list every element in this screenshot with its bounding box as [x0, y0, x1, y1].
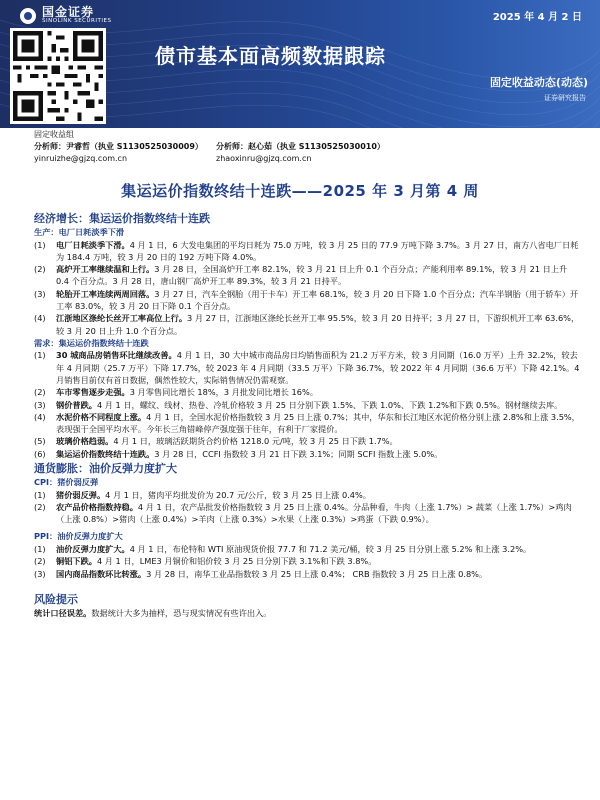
analyst-2-label: 分析师：赵心茹（执业 S1130525030010）: [216, 142, 385, 151]
list-item: [34, 501, 582, 526]
item-lead: 高炉开工率继续温和上行。: [56, 264, 155, 275]
list-item: [34, 435, 582, 447]
item-text: 3 月 27 日，汽车全钢胎（用于卡车）开工率 68.1%，较 3 月 20 日下降 1.0 个百分点；汽车半钢胎（用于轿车）开工率 83.0%，较 3 月 20 日下降 0.1 个百分点。: [56, 288, 579, 311]
report-body: [34, 211, 582, 619]
item-number: (1): [34, 543, 46, 554]
brand-name-cn: 国金证券: [42, 5, 95, 19]
item-lead: 农产品价格指数持稳。: [56, 501, 138, 512]
list-item: [34, 386, 582, 398]
item-number: (2): [34, 501, 46, 512]
report-series-title: 债市基本面高频数据跟踪: [155, 44, 386, 68]
item-number: (6): [34, 448, 46, 459]
item-text: 4 月 1 日，LME3 月铜价和铝价较 3 月 25 日分别下跌 3.1%和下跌 3.8%。: [96, 556, 377, 567]
item-lead: 江浙地区涤纶长丝开工率高位上行。: [56, 313, 188, 324]
list-item: [34, 312, 582, 337]
item-text: 4 月 1 日，农产品批发价格指数较 3 月 25 日上涨 0.4%。分品种看，牛肉（上涨 1.7%）> 蔬菜（上涨 1.7%）>鸡肉（上涨 0.8%）>猪肉（上涨 0.4%）>羊肉（上涨 0.3%）>水果（上涨 0.3%）>鸡蛋（下跌 0.9%）。: [56, 501, 572, 525]
risk-lead: 统计口径误差。: [34, 607, 92, 618]
list-item: [34, 239, 582, 264]
item-number: (4): [34, 313, 46, 324]
list-item: [34, 288, 582, 313]
report-date: 2025 年 4 月 2 日: [492, 12, 582, 23]
item-text: 3 月 28 日，全国高炉开工率 82.1%，较 3 月 21 日上升 0.1 个百分点；产能利用率 89.1%，较 3 月 21 日上升 0.4 个百分点。3 月 28 日，唐山钢厂高炉开工率 89.3%，较 3 月 21 日持平。: [56, 264, 568, 287]
item-lead: 车市零售逐步走强。: [56, 387, 130, 398]
section-heading-inflation: 通货膨胀：油价反弹力度扩大: [34, 462, 177, 476]
item-text: 4 月 1 日，全国水泥价格指数较 3 月 25 日上涨 0.7%；其中，华东和长江地区水泥价格分别上涨 2.8%和上涨 3.5%，表现强于全国平均水平。今年长三角错峰停产强度强于往年，有利于厂家提价。: [56, 411, 580, 435]
list-item: [34, 349, 582, 386]
list-item: [34, 568, 582, 580]
risk-section: [34, 592, 582, 619]
item-text: 3 月 27 日，江浙地区涤纶长丝开工率 95.5%，较 3 月 20 日持平；3 月 27 日，下游织机开工率 63.6%，较 3 月 20 日上升 1.0 个百分点。: [56, 313, 580, 336]
list-item: [34, 489, 582, 501]
item-text: 4 月 1 日，6 大发电集团的平均日耗为 75.0 万吨，较 3 月 25 日的 77.9 万吨下降 3.7%。3 月 27 日，南方八省电厂日耗为 184.4 万吨，较 3 月 20 日的 192 万吨下降 4.0%。: [56, 239, 579, 262]
analyst-info: [34, 129, 398, 165]
report-type: 固定收益动态(动态): [489, 76, 588, 89]
item-lead: 钢价普跌。: [56, 399, 97, 410]
analyst-2-email: zhaoxinru@gjzq.com.cn: [216, 154, 312, 163]
list-item: [34, 399, 582, 411]
item-text: 3 月 28 日，南华工业品指数较 3 月 25 日上涨 0.4%； CRB 指数较 3 月 25 日上涨 0.8%。: [146, 568, 488, 579]
subsection-heading-demand: 需求：集运运价指数终结十连跌: [34, 337, 149, 348]
item-text: 4 月 1 日，布伦特和 WTI 原油现货价报 77.7 和 71.2 美元/桶，较 3 月 25 日分别上涨 5.2% 和上涨 3.2%。: [129, 543, 532, 554]
item-lead: 油价反弹力度扩大。: [56, 543, 130, 554]
item-text: 4 月 1 日，玻璃活跃期货合约价格 1218.0 元/吨，较 3 月 25 日下跌 1.7%。: [113, 436, 398, 447]
analyst-group: 固定收益组: [34, 130, 74, 139]
item-number: (2): [34, 387, 46, 398]
item-number: (2): [34, 556, 46, 567]
list-item: [34, 411, 582, 436]
item-text: 4 月 1 日，猪肉平均批发价为 20.7 元/公斤，较 3 月 25 日上涨 0.4%。: [105, 489, 371, 500]
item-number: (1): [34, 350, 46, 361]
item-number: (5): [34, 436, 46, 447]
item-lead: 30 城商品房销售环比继续改善。: [56, 350, 177, 361]
list-ppi: [34, 543, 582, 580]
item-number: (3): [34, 399, 46, 410]
analyst-1-label: 分析师：尹睿哲（执业 S1130525030009）: [34, 142, 203, 151]
item-number: (4): [34, 411, 46, 422]
item-lead: 猪价弱反弹。: [56, 489, 106, 500]
item-number: (3): [34, 568, 46, 579]
item-number: (1): [34, 239, 46, 250]
list-item: [34, 263, 582, 288]
section-heading-risk: 风险提示: [34, 592, 78, 606]
risk-body: 数据统计大多为抽样，恐与现实情况有些许出入。: [91, 607, 272, 618]
report-title: 集运运价指数终结十连跌——2025 年 3 月第 4 周: [121, 182, 479, 200]
item-number: (2): [34, 264, 46, 275]
list-item: [34, 448, 582, 460]
item-text: 3 月零售同比增长 18%，3 月批发同比增长 16%。: [129, 387, 318, 398]
risk-text: [34, 607, 582, 619]
item-text: 3 月 28 日，CCFI 指数较 3 月 21 日下跌 3.1%；同期 SCFI 指数上涨 5.0%。: [154, 448, 443, 459]
item-number: (1): [34, 489, 46, 500]
item-text: 4 月 1 日，螺纹、线材、热卷、冷轧价格较 3 月 25 日分别下跌 1.5%、下跌 1.0%、下跌 1.2%和下跌 0.5%。钢材继续去库。: [96, 399, 563, 410]
item-lead: 轮胎开工率连续两周回落。: [56, 288, 155, 299]
item-lead: 国内商品指数环比转涨。: [56, 568, 147, 579]
brand-logo-icon: [20, 8, 36, 24]
report-banner: [0, 0, 600, 128]
item-text: 4 月 1 日，30 大中城市商品房日均销售面积为 21.2 万平方米，较 3 月同期（16.0 万平）上升 32.2%，较去年 4 月同期（25.7 万平）下降 17.7%，较 2023 年 4 月同期（33.5 万平）下降 36.7%，较 2022 年 4 月同期（36.6 万平）下降 42.1%。4 月销售目前仅有首日数据，偶然性较大，实际销售情况仍需观察。: [56, 350, 580, 385]
item-lead: 水泥价格不同程度上涨。: [56, 411, 147, 422]
brand-name-en: SINOLINK SECURITIES: [42, 18, 112, 24]
item-lead: 电厂日耗淡季下滑。: [56, 239, 130, 250]
list-demand: [34, 349, 582, 460]
subsection-heading-production: 生产：电厂日耗淡季下滑: [34, 227, 125, 237]
item-number: (3): [34, 288, 46, 299]
analyst-1-email: yinruizhe@gjzq.com.cn: [34, 154, 128, 163]
list-production: [34, 239, 582, 337]
subsection-heading-ppi: PPI：油价反弹力度扩大: [34, 531, 123, 542]
item-lead: 集运运价指数终结十连跌。: [56, 448, 155, 459]
subsection-heading-cpi: CPI：猪价弱反弹: [34, 477, 99, 488]
list-item: [34, 555, 582, 567]
item-lead: 玻璃价格趋弱。: [56, 436, 114, 447]
report-category: 证券研究报告: [544, 94, 586, 102]
list-cpi: [34, 489, 582, 526]
qr-code-icon: [10, 28, 106, 124]
item-lead: 铜铝下跌。: [56, 556, 97, 567]
section-heading-growth: 经济增长：集运运价指数终结十连跌: [34, 212, 210, 225]
list-item: [34, 543, 582, 555]
brand-logo: [20, 6, 111, 25]
